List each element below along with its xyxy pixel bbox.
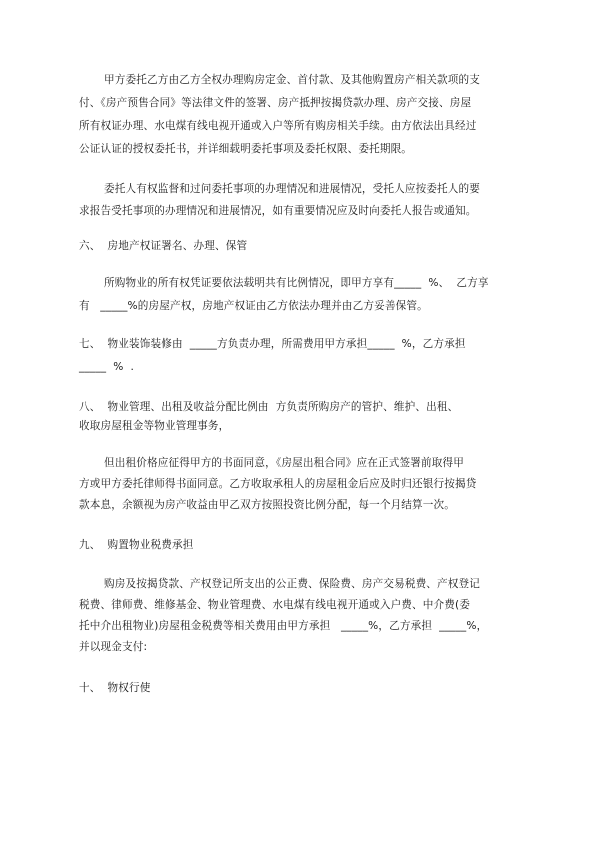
section-eight-management-line-2: 收取房屋租金等物业管理事务，	[79, 420, 230, 432]
paragraph-lease-line-1: 但出租价格应征得甲方的书面同意，《房屋出租合同》应在正式签署前取得甲	[104, 457, 464, 469]
section-heading-nine: 九、 购置物业税费承担	[79, 539, 194, 551]
paragraph-entrustment-line-1: 甲方委托乙方由乙方全权办理购房定金、首付款、及其他购置房产相关款项的支	[104, 74, 481, 86]
section-eight-management-line-1: 八、 物业管理、出租及收益分配比例由 方负责所购房产的管护、维护、出租、	[79, 401, 459, 413]
paragraph-tax-line-2: 税费、律师费、维修基金、物业管理费、水电煤有线电视开通或入户费、中介费(委	[79, 599, 471, 611]
paragraph-entrustment-line-3: 所有权证办理、水电煤有线电视开通或入户等所有购房相关手续。由方依法出具经过	[79, 120, 477, 132]
paragraph-lease-line-2: 方或甲方委托律师得书面同意。乙方收取承租人的房屋租金后应及时归还银行按揭贷	[79, 478, 477, 490]
paragraph-tax-line-3: 托中介出租物业)房屋租金税费等相关费用由甲方承担 _____%，乙方承担 _____%，	[79, 620, 488, 632]
section-seven-decoration-line-2: _____ % .	[79, 361, 135, 373]
section-heading-six: 六、 房地产权证署名、办理、保管	[79, 240, 248, 252]
paragraph-entrustment-line-2: 付、《房产预售合同》等法律文件的签署、房产抵押按揭贷款办理、房产交接、房屋	[79, 97, 472, 109]
paragraph-property-line-2: 有 _____%的房屋产权，房地产权证由乙方依法办理并由乙方妥善保管。	[79, 300, 428, 312]
section-heading-ten: 十、 物权行使	[79, 682, 151, 694]
paragraph-supervision-line-1: 委托人有权监督和过问委托事项的办理情况和进展情况，受托人应按委托人的要	[104, 183, 481, 195]
paragraph-lease-line-3: 款本息，余额视为房产收益由甲乙双方按照投资比例分配，每一个月结算一次。	[79, 499, 456, 511]
paragraph-supervision-line-2: 求报告受托事项的办理情况和进展情况，如有重要情况应及时向委托人报告或通知。	[79, 205, 477, 217]
section-seven-decoration-line-1: 七、 物业装饰装修由 _____方负责办理，所需费用甲方承担_____ %，乙方承担	[79, 338, 466, 350]
paragraph-entrustment-line-4: 公证认证的授权委托书，并详细载明委托事项及委托权限、委托期限。	[79, 143, 413, 155]
paragraph-property-line-1: 所购物业的所有权凭证要依法载明共有比例情况，即甲方享有_____ %、 乙方享	[104, 277, 489, 289]
paragraph-tax-line-4: 并以现金支付:	[79, 641, 148, 653]
paragraph-tax-line-1: 购房及按揭贷款、产权登记所支出的公正费、保险费、房产交易税费、产权登记	[104, 578, 481, 590]
